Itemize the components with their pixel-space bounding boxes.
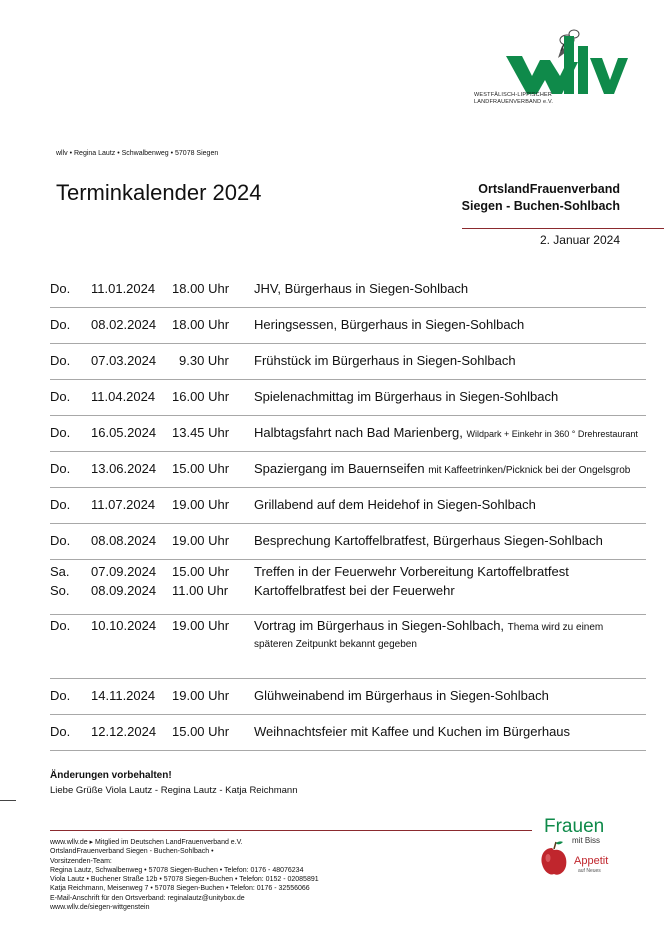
event-description [254,564,569,579]
event-line [50,281,646,300]
event-description [254,317,524,332]
event-day: Do. [50,688,71,703]
event-line [50,317,646,336]
footer-line: Katja Reichmann, Meisenweg 7 • 57078 Siegen-Buchen • Telefon: 0176 - 32556066 [50,885,310,893]
event-line [50,688,646,707]
event-row [50,416,646,452]
badge-line4: auf Neues [578,868,601,874]
event-row [50,272,646,308]
event-date: 08.08.2024 [91,533,157,548]
org-line1: OrtslandFrauenverband [478,182,620,196]
event-description-main: Spielenachmittag im Bürgerhaus in Siegen-Sohlbach [254,389,559,404]
frauen-mit-biss-badge [536,812,626,882]
event-description [254,688,549,703]
badge-line2: mit Biss [572,836,600,845]
event-description [254,281,468,296]
event-line [50,724,646,743]
event-description-main: Treffen in der Feuerwehr Vorbereitung Kartoffelbratfest [254,564,569,579]
event-description-main: Vortrag im Bürgerhaus in Siegen-Sohlbach, [254,618,505,633]
event-row [50,308,646,344]
event-day: Do. [50,389,71,404]
event-date: 12.12.2024 [91,724,157,739]
frauen-mit-biss-graphic [536,812,626,882]
footer-line: www.wllv.de/siegen-wittgenstein [50,904,150,912]
event-line [50,353,646,372]
event-description [254,425,638,440]
event-line [50,583,646,602]
event-date: 08.09.2024 [91,583,157,598]
event-time: 19.00 Uhr [172,618,230,633]
footer-line: OrtslandFrauenverband Siegen - Buchen-Sohlbach • [50,848,214,856]
event-day: Do. [50,281,71,296]
org-line2: Siegen - Buchen-Sohlbach [461,199,620,213]
event-date: 16.05.2024 [91,425,157,440]
footer [50,838,319,912]
event-day: Do. [50,317,71,332]
event-time: 18.00 Uhr [172,281,230,296]
event-row [50,452,646,488]
event-time: 19.00 Uhr [172,688,230,703]
footer-line: Vorsitzenden-Team: [50,857,112,865]
org-divider [462,228,664,229]
event-description-extra: mit Kaffeetrinken/Picknick bei der Ongelsgrob [428,465,631,476]
event-row [50,679,646,715]
event-description-main: Kartoffelbratfest bei der Feuerwehr [254,583,455,598]
apple-icon [541,841,566,874]
event-time: 11.00 Uhr [172,583,229,598]
event-description [254,389,558,404]
event-day: Do. [50,497,71,512]
event-description [254,635,417,650]
event-row [50,715,646,751]
footer-line: E-Mail-Anschrift für den Ortsverband: reginalautz@unitybox.de [50,894,245,902]
event-description-main: Frühstück im Bürgerhaus in Siegen-Sohlbach [254,353,516,368]
event-date: 07.09.2024 [91,564,157,579]
event-description-extra: späteren Zeitpunkt bekannt gegeben [254,639,417,650]
event-time: 13.45 Uhr [172,425,230,440]
event-row [50,524,646,560]
event-line [50,564,646,583]
event-time: 19.00 Uhr [172,533,230,548]
event-time: 15.00 Uhr [172,461,230,476]
badge-line3: Appetit [574,855,609,867]
event-time: 15.00 Uhr [172,724,230,739]
event-day: So. [50,583,70,598]
event-date: 14.11.2024 [91,688,156,703]
event-line [50,461,646,480]
event-description-extra: Thema wird zu einem [507,622,604,633]
event-line [50,635,646,652]
event-line [50,389,646,408]
event-row [50,380,646,416]
event-description [254,461,630,476]
event-description [254,353,516,368]
event-row [50,615,646,679]
event-row [50,344,646,380]
event-time: 9.30 Uhr [179,353,229,368]
notes [50,768,298,798]
event-day: Do. [50,724,71,739]
logo-subtitle-line1: WESTFÄLISCH-LIPPISCHER [474,92,553,98]
fold-mark [0,800,16,801]
event-description [254,724,570,739]
event-day: Do. [50,533,71,548]
event-date: 11.04.2024 [91,389,156,404]
event-description [254,618,603,633]
event-line [50,497,646,516]
event-date: 10.10.2024 [91,618,157,633]
event-time: 19.00 Uhr [172,497,230,512]
footer-divider [50,830,532,831]
event-day: Do. [50,425,71,440]
event-description [254,583,455,598]
event-row [50,560,646,615]
event-row [50,488,646,524]
event-time: 16.00 Uhr [172,389,230,404]
event-description-main: JHV, Bürgerhaus in Siegen-Sohlbach [254,281,469,296]
org-name [462,181,620,215]
logo-subtitle-line2: LANDFRAUENVERBAND e.V. [474,99,554,105]
event-day: Sa. [50,564,70,579]
event-description-main: Grillabend auf dem Heidehof in Siegen-Sohlbach [254,497,536,512]
event-date: 11.07.2024 [91,497,156,512]
event-description-main: Besprechung Kartoffelbratfest, Bürgerhaus Siegen-Sohlbach [254,533,603,548]
event-line [50,618,646,635]
event-date: 07.03.2024 [91,353,157,368]
letter-date: 2. Januar 2024 [539,233,620,247]
sender-line: wllv • Regina Lautz • Schwalbenweg • 57078 Siegen [56,150,219,157]
event-day: Do. [50,461,71,476]
event-description-extra: Wildpark + Einkehr in 360 ° Drehrestaurant [466,429,638,439]
event-date: 08.02.2024 [91,317,157,332]
event-description-main: Heringsessen, Bürgerhaus in Siegen-Sohlbach [254,317,525,332]
footer-line: Regina Lautz, Schwalbenweg • 57078 Siegen-Buchen • Telefon: 0176 - 48076234 [50,866,304,874]
event-date: 11.01.2024 [91,281,156,296]
event-date: 13.06.2024 [91,461,157,476]
event-description-main: Spaziergang im Bauernseifen [254,461,425,476]
greeting: Liebe Grüße Viola Lautz - Regina Lautz - Katja Reichmann [50,785,298,796]
event-time: 18.00 Uhr [172,317,230,332]
event-description-main: Glühweinabend im Bürgerhaus in Siegen-Sohlbach [254,688,549,703]
event-line [50,425,646,444]
event-description [254,533,603,548]
badge-line1: Frauen [544,816,605,837]
changes-note: Änderungen vorbehalten! [50,770,172,781]
event-line [50,533,646,552]
event-time: 15.00 Uhr [172,564,230,579]
event-list [50,272,646,751]
page-title: Terminkalender 2024 [56,180,262,205]
event-day: Do. [50,353,71,368]
event-day: Do. [50,618,71,633]
event-description [254,497,536,512]
logo-subtitle [474,92,574,106]
event-description-main: Halbtagsfahrt nach Bad Marienberg, [254,425,463,440]
footer-line: www.wllv.de ▸ Mitglied im Deutschen LandFrauenverband e.V. [50,839,243,846]
footer-line: Viola Lautz • Buchener Straße 12b • 57078 Siegen-Buchen • Telefon: 0152 - 02085891 [50,876,319,884]
event-description-main: Weihnachtsfeier mit Kaffee und Kuchen im Bürgerhaus [254,724,571,739]
